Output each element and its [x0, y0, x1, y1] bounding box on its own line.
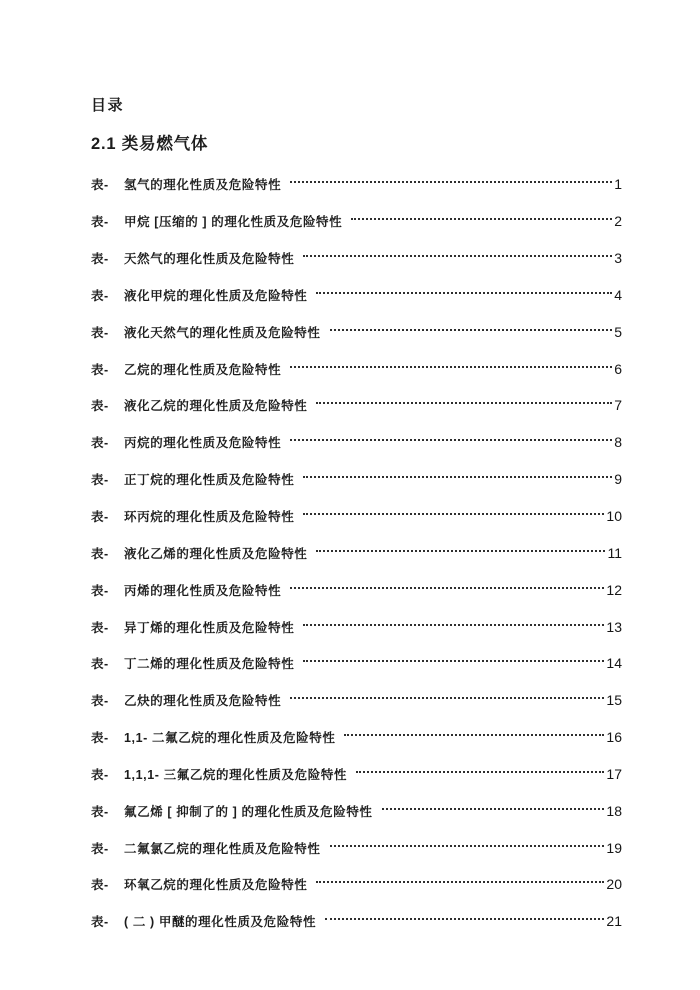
toc-entry[interactable] — [91, 240, 622, 277]
toc-entry-prefix: 表- — [91, 436, 109, 451]
toc-entry-page-number: 15 — [606, 692, 622, 709]
toc-entry-page-number: 12 — [606, 581, 622, 598]
toc-entry-title: 氟乙烯 [ 抑制了的 ] 的理化性质及危险特性 — [124, 804, 373, 819]
toc-entry-title: 甲烷 [压缩的 ] 的理化性质及危险特性 — [124, 215, 343, 230]
dot-leader — [290, 181, 612, 183]
toc-entry-title: 乙烷的理化性质及危险特性 — [124, 362, 282, 377]
toc-entry[interactable] — [91, 866, 622, 903]
toc-entry-page-number: 2 — [614, 213, 622, 230]
toc-entry-page-number: 17 — [606, 765, 622, 782]
toc-entry-title: 二氟氯乙烷的理化性质及危险特性 — [124, 841, 321, 856]
toc-entry[interactable] — [91, 498, 622, 535]
toc-entry-page-number: 13 — [606, 618, 622, 635]
toc-entry-prefix: 表- — [91, 178, 109, 193]
dot-leader — [316, 402, 612, 404]
toc-entry-title: 正丁烷的理化性质及危险特性 — [124, 473, 295, 488]
toc-entry-page-number: 5 — [614, 323, 622, 340]
dot-leader — [316, 292, 612, 294]
toc-entry-prefix: 表- — [91, 620, 109, 635]
toc-entry-page-number: 10 — [606, 508, 622, 525]
toc-entry-title: ( 二 ) 甲醚的理化性质及危险特性 — [124, 915, 317, 930]
toc-entry-prefix: 表- — [91, 915, 109, 930]
toc-entry-title: 环丙烷的理化性质及危险特性 — [124, 510, 295, 525]
toc-entry-title: 丙烯的理化性质及危险特性 — [124, 583, 282, 598]
toc-entry-title: 液化乙烯的理化性质及危险特性 — [124, 546, 308, 561]
table-of-contents — [91, 166, 622, 940]
toc-entry-page-number: 18 — [606, 802, 622, 819]
dot-leader — [330, 329, 613, 331]
toc-entry-title: 天然气的理化性质及危险特性 — [124, 252, 295, 267]
toc-entry-prefix: 表- — [91, 657, 109, 672]
toc-entry-prefix: 表- — [91, 804, 109, 819]
toc-entry[interactable] — [91, 534, 622, 571]
dot-leader — [351, 218, 612, 220]
toc-entry-page-number: 6 — [614, 360, 622, 377]
toc-entry[interactable] — [91, 166, 622, 203]
toc-entry-prefix: 表- — [91, 362, 109, 377]
dot-leader — [316, 550, 605, 552]
dot-leader — [303, 624, 604, 626]
dot-leader — [290, 697, 604, 699]
toc-entry-prefix: 表- — [91, 546, 109, 561]
dot-leader — [325, 918, 604, 920]
toc-entry-prefix: 表- — [91, 510, 109, 525]
toc-entry-title: 1,1- 二氟乙烷的理化性质及危险特性 — [124, 731, 336, 746]
toc-entry-prefix: 表- — [91, 288, 109, 303]
toc-entry-prefix: 表- — [91, 215, 109, 230]
toc-entry-title: 丙烷的理化性质及危险特性 — [124, 436, 282, 451]
toc-entry[interactable] — [91, 792, 622, 829]
dot-leader — [303, 513, 604, 515]
toc-entry[interactable] — [91, 719, 622, 756]
toc-entry[interactable] — [91, 461, 622, 498]
toc-entry[interactable] — [91, 203, 622, 240]
toc-entry[interactable] — [91, 756, 622, 793]
toc-entry-page-number: 3 — [614, 250, 622, 267]
dot-leader — [290, 587, 604, 589]
toc-entry-page-number: 16 — [606, 729, 622, 746]
toc-entry-title: 液化甲烷的理化性质及危险特性 — [124, 288, 308, 303]
toc-entry-prefix: 表- — [91, 878, 109, 893]
toc-entry-prefix: 表- — [91, 731, 109, 746]
toc-entry-page-number: 19 — [606, 839, 622, 856]
section-heading: 2.1 类易燃气体 — [91, 135, 209, 153]
toc-entry[interactable] — [91, 903, 622, 940]
toc-entry-page-number: 14 — [606, 655, 622, 672]
toc-entry-prefix: 表- — [91, 325, 109, 340]
toc-entry-page-number: 7 — [614, 397, 622, 414]
toc-entry-prefix: 表- — [91, 694, 109, 709]
page-title: 目录 — [91, 97, 125, 114]
dot-leader — [356, 771, 604, 773]
toc-entry-page-number: 4 — [614, 286, 622, 303]
toc-entry-title: 氢气的理化性质及危险特性 — [124, 178, 282, 193]
toc-entry[interactable] — [91, 571, 622, 608]
toc-entry[interactable] — [91, 608, 622, 645]
toc-entry-prefix: 表- — [91, 252, 109, 267]
toc-entry[interactable] — [91, 313, 622, 350]
toc-entry-title: 丁二烯的理化性质及危险特性 — [124, 657, 295, 672]
toc-entry-title: 异丁烯的理化性质及危险特性 — [124, 620, 295, 635]
toc-entry[interactable] — [91, 350, 622, 387]
toc-entry-page-number: 8 — [614, 434, 622, 451]
dot-leader — [303, 255, 612, 257]
toc-entry-title: 环氧乙烷的理化性质及危险特性 — [124, 878, 308, 893]
dot-leader — [382, 808, 605, 810]
toc-entry-title: 乙炔的理化性质及危险特性 — [124, 694, 282, 709]
toc-entry-title: 液化乙烷的理化性质及危险特性 — [124, 399, 308, 414]
dot-leader — [344, 734, 604, 736]
toc-entry[interactable] — [91, 387, 622, 424]
dot-leader — [290, 439, 612, 441]
toc-entry[interactable] — [91, 277, 622, 314]
dot-leader — [290, 366, 612, 368]
toc-entry-title: 液化天然气的理化性质及危险特性 — [124, 325, 321, 340]
toc-entry-page-number: 1 — [614, 176, 622, 193]
toc-entry[interactable] — [91, 424, 622, 461]
toc-entry-prefix: 表- — [91, 767, 109, 782]
toc-entry-prefix: 表- — [91, 583, 109, 598]
toc-entry-page-number: 20 — [606, 876, 622, 893]
dot-leader — [330, 845, 605, 847]
toc-entry[interactable] — [91, 682, 622, 719]
toc-entry-prefix: 表- — [91, 399, 109, 414]
toc-entry-title: 1,1,1- 三氟乙烷的理化性质及危险特性 — [124, 767, 348, 782]
toc-entry-page-number: 21 — [606, 913, 622, 930]
dot-leader — [316, 881, 604, 883]
toc-entry-page-number: 9 — [614, 471, 622, 488]
dot-leader — [303, 660, 604, 662]
toc-entry[interactable] — [91, 829, 622, 866]
toc-entry-prefix: 表- — [91, 841, 109, 856]
toc-entry-prefix: 表- — [91, 473, 109, 488]
toc-entry-page-number: 11 — [607, 544, 622, 561]
dot-leader — [303, 476, 612, 478]
toc-entry[interactable] — [91, 645, 622, 682]
